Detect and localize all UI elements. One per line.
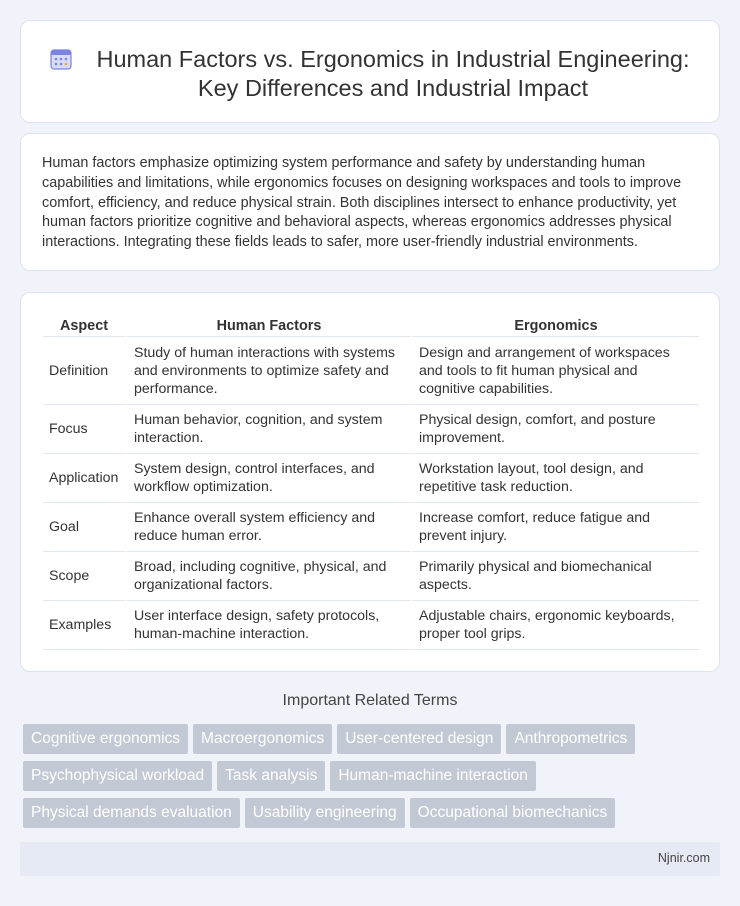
table-row — [43, 601, 699, 650]
tag-macroergonomics[interactable]: Macroergonomics — [193, 724, 332, 754]
tag-row — [23, 798, 703, 835]
footer-site-link[interactable]: Njnir.com — [657, 851, 710, 865]
page-title-line-2: Key Differences and Industrial Impact — [197, 75, 589, 101]
aspect-cell: Scope — [43, 552, 125, 601]
tag-task-analysis[interactable]: Task analysis — [217, 761, 325, 791]
aspect-cell: Application — [43, 454, 125, 503]
ergonomics-cell: Design and arrangement of workspaces and tools to fit human physical and cognitive capabilities. — [410, 337, 699, 405]
human-factors-cell: Study of human interactions with systems and environments to optimize safety and performance. — [125, 337, 410, 405]
footer — [20, 842, 720, 876]
table-row — [43, 503, 699, 552]
human-factors-cell: Broad, including cognitive, physical, and organizational factors. — [125, 552, 410, 601]
tag-anthropometrics[interactable]: Anthropometrics — [506, 724, 635, 754]
tag-row — [23, 724, 703, 761]
header-ergonomics: Ergonomics — [410, 311, 699, 337]
header-aspect: Aspect — [43, 311, 125, 337]
page-title-line-1: Human Factors vs. Ergonomics in Industrial Engineering: — [96, 46, 690, 72]
ergonomics-cell: Increase comfort, reduce fatigue and prevent injury. — [410, 503, 699, 552]
human-factors-cell: System design, control interfaces, and workflow optimization. — [125, 454, 410, 503]
tag-human-machine-interaction[interactable]: Human-machine interaction — [330, 761, 536, 791]
summary-text: Human factors emphasize optimizing system performance and safety by understanding human capabilities and limitations, while ergonomics focuses on designing workspaces and tools to improve comfort, efficiency, and reduce physical strain. Both disciplines intersect to enhance productivity, yet human factors prioritize cognitive and behavioral aspects, whereas ergonomics addresses physical interactions. Integrating these fields leads to safer, more user-friendly industrial environments. — [42, 155, 682, 251]
aspect-cell: Examples — [43, 601, 125, 650]
related-terms-list — [23, 724, 703, 835]
aspect-cell: Definition — [43, 337, 125, 405]
tag-psychophysical-workload[interactable]: Psychophysical workload — [23, 761, 212, 791]
tag-occupational-biomechanics[interactable]: Occupational biomechanics — [410, 798, 616, 828]
table-row — [43, 337, 699, 405]
title-card — [20, 20, 720, 123]
page-title — [21, 45, 719, 103]
tag-cognitive-ergonomics[interactable]: Cognitive ergonomics — [23, 724, 188, 754]
related-terms-heading: Important Related Terms — [282, 692, 458, 709]
table-header-row — [43, 311, 699, 337]
table-row — [43, 454, 699, 503]
ergonomics-cell: Physical design, comfort, and posture improvement. — [410, 405, 699, 454]
comparison-table-card — [20, 292, 720, 672]
table-row — [43, 552, 699, 601]
tag-user-centered-design[interactable]: User-centered design — [337, 724, 501, 754]
table-row — [43, 405, 699, 454]
ergonomics-cell: Adjustable chairs, ergonomic keyboards, proper tool grips. — [410, 601, 699, 650]
aspect-cell: Goal — [43, 503, 125, 552]
aspect-cell: Focus — [43, 405, 125, 454]
header-human-factors: Human Factors — [125, 311, 410, 337]
comparison-table — [43, 311, 699, 650]
summary-card — [20, 133, 720, 271]
human-factors-cell: Enhance overall system efficiency and reduce human error. — [125, 503, 410, 552]
tag-row — [23, 761, 703, 798]
tag-usability-engineering[interactable]: Usability engineering — [245, 798, 405, 828]
tag-physical-demands-evaluation[interactable]: Physical demands evaluation — [23, 798, 240, 828]
ergonomics-cell: Primarily physical and biomechanical aspects. — [410, 552, 699, 601]
human-factors-cell: User interface design, safety protocols, human-machine interaction. — [125, 601, 410, 650]
ergonomics-cell: Workstation layout, tool design, and repetitive task reduction. — [410, 454, 699, 503]
human-factors-cell: Human behavior, cognition, and system interaction. — [125, 405, 410, 454]
